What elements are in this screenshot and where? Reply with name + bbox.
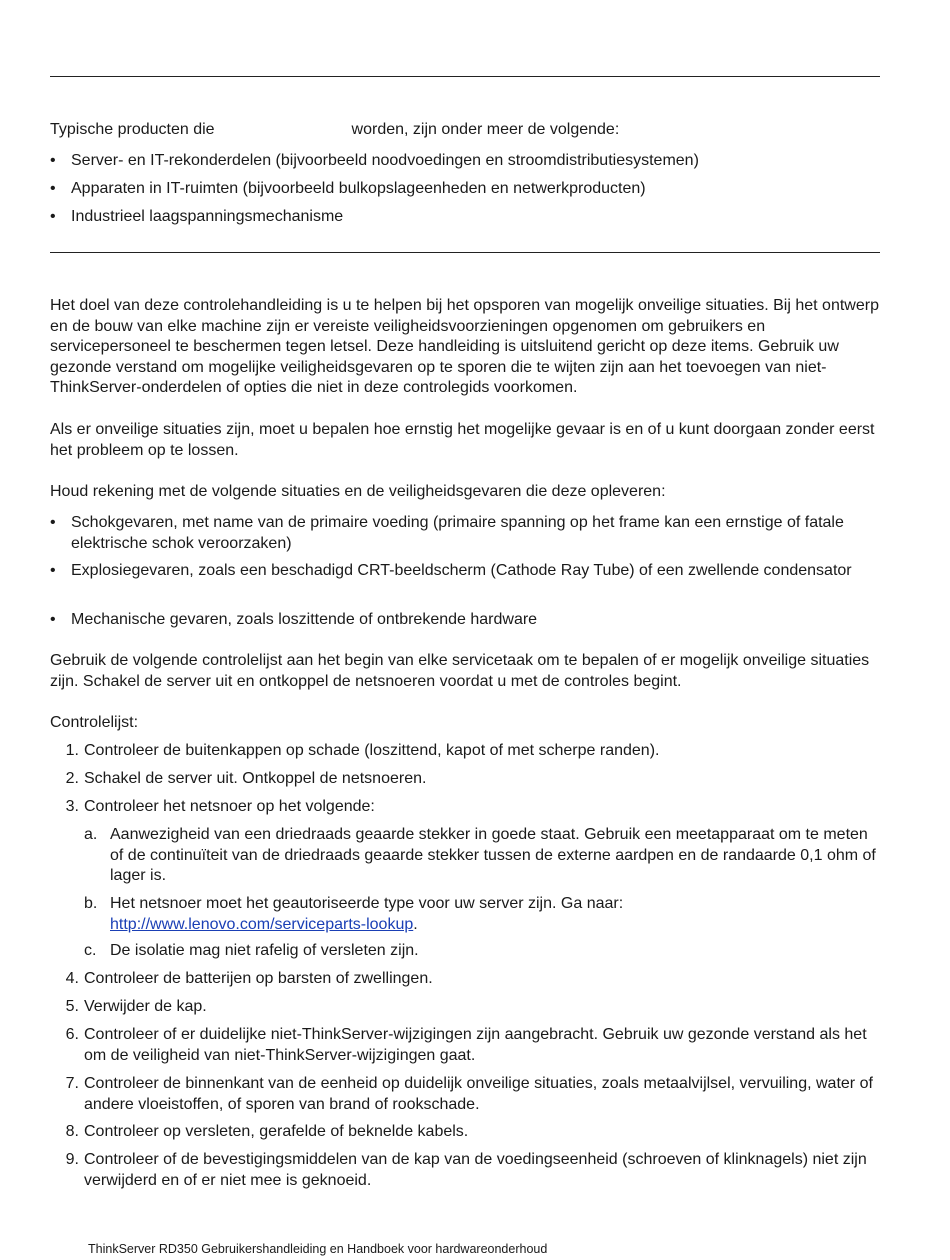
bullet-icon: • (50, 611, 56, 628)
products-intro (50, 120, 880, 141)
checklist-item: 5. Verwijder de kap. (65, 998, 207, 1015)
hazard-list-item: • Schokgevaren, met name van de primaire voeding (primaire spanning op het frame kan een ernstige of fatale elektrische schok veroorzaken) (50, 514, 844, 552)
unsafe-conditions-paragraph: Als er onveilige situaties zijn, moet u bepalen hoe ernstig het mogelijke gevaar is en of u kunt doorgaan zonder eerst het probleem op te lossen. (50, 421, 875, 459)
checklist-item: 9. Controleer of de bevestigingsmiddelen van de kap van de voedingseenheid (schroeven of klinknagels) niet zijn verwijderd en of er niet mee is geknoeid. (65, 1151, 867, 1189)
checklist-item: 2. Schakel de server uit. Ontkoppel de netsnoeren. (65, 770, 427, 787)
bullet-icon: • (50, 180, 56, 197)
products-intro-end: worden, zijn onder meer de volgende: (351, 121, 620, 138)
hazards-intro: Houd rekening met de volgende situaties en de veiligheidsgevaren die deze opleveren: (50, 483, 666, 500)
checklist-label: Controlelijst: (50, 714, 139, 731)
checklist-subitem: c. De isolatie mag niet rafelig of versleten zijn. (84, 942, 419, 959)
checklist-item: 4. Controleer de batterijen op barsten of zwellingen. (65, 970, 433, 987)
checklist-subitem: a. Aanwezigheid van een driedraads geaarde stekker in goede staat. Gebruik een meetapparaat om te meten of de continuïteit van de driedraads geaarde stekker tussen de externe aardpen en de randaarde 0,1 ohm of lager is. (84, 826, 876, 884)
checklist-item: 3. Controleer het netsnoer op het volgende: (65, 798, 375, 815)
hazard-list-item: • Explosiegevaren, zoals een beschadigd CRT-beeldscherm (Cathode Ray Tube) of een zwellende condensator (50, 561, 880, 582)
section-rule (50, 252, 880, 253)
checklist-item: 8. Controleer op versleten, gerafelde of beknelde kabels. (65, 1123, 469, 1140)
bullet-icon: • (50, 208, 56, 225)
serviceparts-link[interactable]: http://www.lenovo.com/serviceparts-lookup (110, 915, 414, 933)
products-intro-start: Typische producten die (50, 121, 215, 138)
checklist-item: 7. Controleer de binnenkant van de eenheid op duidelijk onveilige situaties, zoals metaalvijlsel, vervuiling, water of andere vloeistoffen, of sporen van brand of rookschade. (65, 1075, 873, 1113)
page-footer: ThinkServer RD350 Gebruikershandleiding en Handboek voor hardwareonderhoud (88, 1242, 548, 1256)
checklist-intro-paragraph: Gebruik de volgende controlelijst aan het begin van elke servicetaak om te bepalen of er mogelijk onveilige situaties zijn. Schakel de server uit en ontkoppel de netsnoeren voordat u met de controles begint. (50, 652, 870, 690)
top-rule (50, 76, 880, 77)
purpose-paragraph: Het doel van deze controlehandleiding is u te helpen bij het opsporen van mogelijk onveilige situaties. Bij het ontwerp en de bouw van elke machine zijn er vereiste veiligheidsvoorzieningen opgenomen om gebruikers en servicepersoneel te beschermen tegen letsel. Deze handleiding is uitsluitend gericht op deze items. Gebruik uw gezonde verstand om mogelijke veiligheidsgevaren op te sporen die te wijten zijn aan het toevoegen van niet-ThinkServer-onderdelen of opties die niet in deze controlegids voorkomen. (50, 297, 879, 396)
checklist-item: 1. Controleer de buitenkappen op schade (loszittend, kapot of met scherpe randen). (65, 742, 660, 759)
bullet-icon: • (50, 152, 56, 169)
product-list-item: • Industrieel laagspanningsmechanisme (50, 207, 880, 228)
power-cord-text: Het netsnoer moet het geautoriseerde type voor uw server zijn. Ga naar: (110, 895, 624, 912)
checklist-subitem: b. Het netsnoer moet het geautoriseerde type voor uw server zijn. Ga naar: http://www.lenovo.com/serviceparts-lookup. (84, 895, 624, 933)
checklist-item: 6. Controleer of er duidelijke niet-ThinkServer-wijzigingen zijn aangebracht. Gebruik uw gezonde verstand als het om de veiligheid van niet-ThinkServer-wijzigingen gaat. (65, 1026, 867, 1064)
product-list-item: • Apparaten in IT-ruimten (bijvoorbeeld bulkopslageenheden en netwerkproducten) (50, 179, 880, 200)
product-list-item: • Server- en IT-rekonderdelen (bijvoorbeeld noodvoedingen en stroomdistributiesystemen) (50, 151, 880, 172)
bullet-icon: • (50, 514, 56, 531)
hazard-list-item: • Mechanische gevaren, zoals loszittende of ontbrekende hardware (50, 610, 880, 631)
bullet-icon: • (50, 562, 56, 579)
